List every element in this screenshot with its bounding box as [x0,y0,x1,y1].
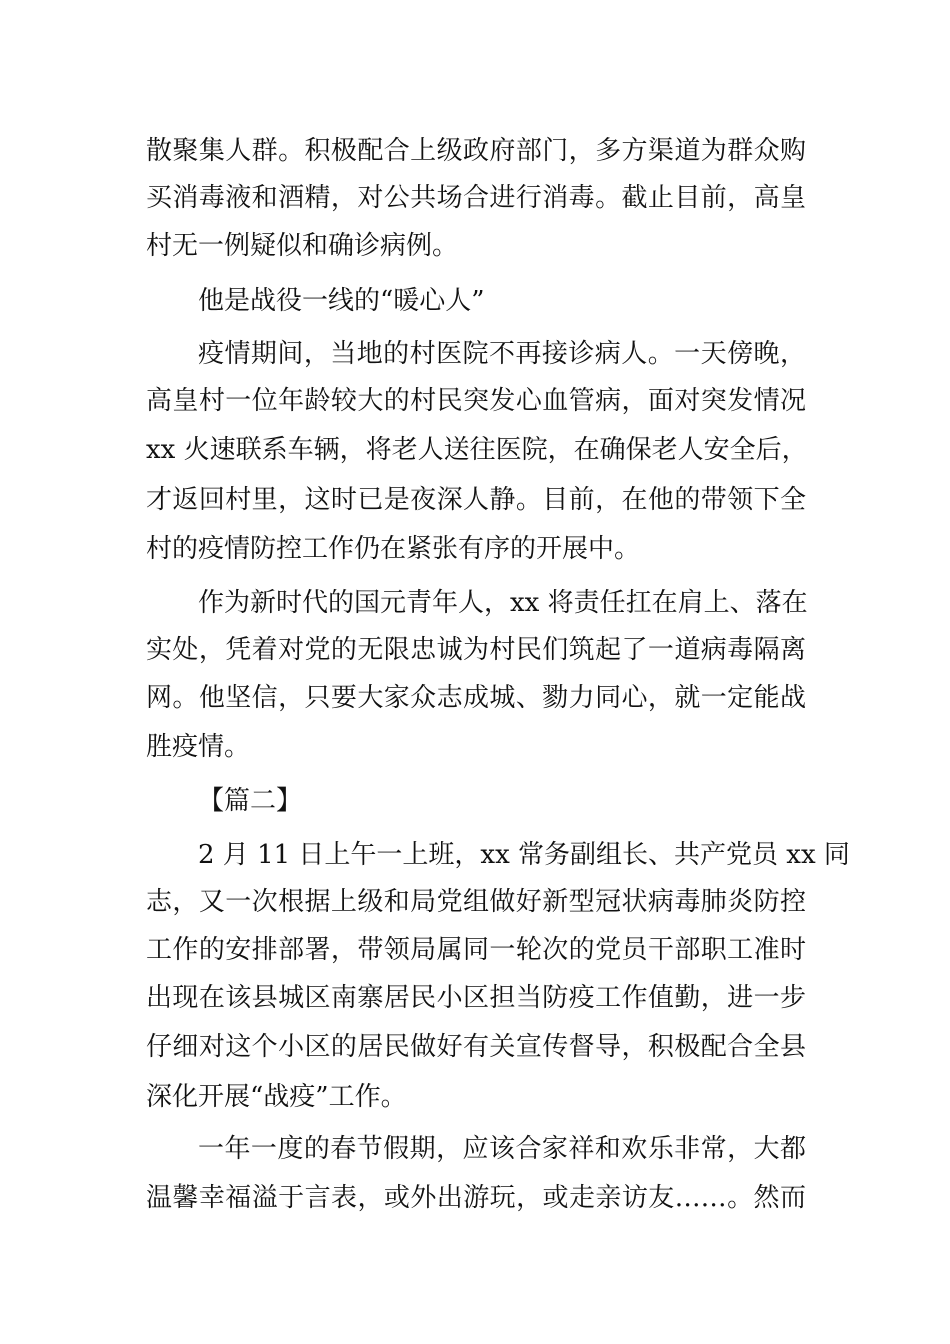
section-heading: 【篇二】 [198,786,303,816]
body-text-line: 仔细对这个小区的居民做好有关宣传督导，积极配合全县 [146,1032,806,1062]
body-text-line: 作为新时代的国元青年人，xx 将责任扛在肩上、落在 [198,588,808,618]
body-text-line: 网。他坚信，只要大家众志成城、勠力同心，就一定能战 [146,683,806,713]
body-text-line: 才返回村里，这时已是夜深人静。目前，在他的带领下全 [146,485,806,515]
body-text-line: 胜疫情。 [146,732,251,762]
body-text-line: 村无一例疑似和确诊病例。 [146,231,459,261]
body-text-line: xx 火速联系车辆，将老人送往医院，在确保老人安全后， [146,435,808,465]
body-text-line: 温馨幸福溢于言表，或外出游玩，或走亲访友……。然而 [146,1183,806,1213]
body-text-line: 买消毒液和酒精，对公共场合进行消毒。截止目前，高皇 [146,183,806,213]
body-text-line: 疫情期间，当地的村医院不再接诊病人。一天傍晚， [198,339,806,369]
body-text-line: 村的疫情防控工作仍在紧张有序的开展中。 [146,534,641,564]
body-text-line: 深化开展“战疫”工作。 [146,1082,407,1112]
body-text-line: 一年一度的春节假期，应该合家祥和欢乐非常，大都 [198,1134,806,1164]
body-text-line: 志，又一次根据上级和局党组做好新型冠状病毒肺炎防控 [146,887,806,917]
body-text-line: 出现在该县城区南寨居民小区担当防疫工作值勤，进一步 [146,983,806,1013]
body-text-line: 工作的安排部署，带领局属同一轮次的党员干部职工准时 [146,935,806,965]
body-text-line: 散聚集人群。积极配合上级政府部门，多方渠道为群众购 [146,136,806,166]
section-subheading: 他是战役一线的“暖心人” [198,286,485,316]
body-text-line: 高皇村一位年龄较大的村民突发心血管病，面对突发情况 [146,386,806,416]
body-text-line: 实处，凭着对党的无限忠诚为村民们筑起了一道病毒隔离 [146,635,806,665]
body-text-line: 2 月 11 日上午一上班，xx 常务副组长、共产党员 xx 同 [198,840,850,870]
